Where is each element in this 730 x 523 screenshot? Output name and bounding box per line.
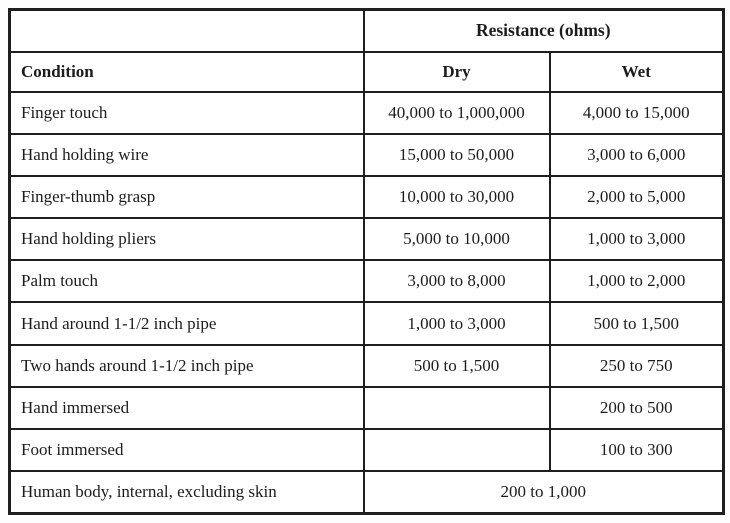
table-row-hand-holding-pliers [10,218,724,260]
table-row-hand-around-pipe [10,302,724,344]
wet-value-cell: 1,000 to 2,000 [550,260,724,302]
wet-value-cell: 4,000 to 15,000 [550,92,724,134]
table-row-two-hands-around-pipe [10,345,724,387]
condition-cell: Foot immersed [10,429,364,471]
dry-value-cell: 5,000 to 10,000 [364,218,550,260]
condition-cell: Hand around 1-1/2 inch pipe [10,302,364,344]
wet-value-cell: 3,000 to 6,000 [550,134,724,176]
dry-value-cell: 40,000 to 1,000,000 [364,92,550,134]
dry-value-cell: 10,000 to 30,000 [364,176,550,218]
wet-value-cell: 1,000 to 3,000 [550,218,724,260]
table-row-hand-immersed [10,387,724,429]
wet-value-cell: 100 to 300 [550,429,724,471]
dry-column-header: Dry [364,52,550,92]
dry-value-cell: 1,000 to 3,000 [364,302,550,344]
dry-value-cell: 3,000 to 8,000 [364,260,550,302]
condition-cell: Hand immersed [10,387,364,429]
dry-value-cell: 15,000 to 50,000 [364,134,550,176]
condition-column-header: Condition [10,52,364,92]
condition-cell: Human body, internal, excluding skin [10,471,364,513]
wet-column-header: Wet [550,52,724,92]
dry-value-cell-empty [364,387,550,429]
table-row-human-body-internal [10,471,724,513]
table-row-finger-touch [10,92,724,134]
table-row-hand-holding-wire [10,134,724,176]
dry-value-cell-empty [364,429,550,471]
empty-corner-cell [10,10,364,52]
condition-cell: Two hands around 1-1/2 inch pipe [10,345,364,387]
table-row-palm-touch [10,260,724,302]
dry-value-cell: 500 to 1,500 [364,345,550,387]
group-header-row [10,10,724,52]
condition-cell: Hand holding pliers [10,218,364,260]
column-header-row [10,52,724,92]
condition-cell: Finger touch [10,92,364,134]
resistance-group-header: Resistance (ohms) [364,10,724,52]
condition-cell: Finger-thumb grasp [10,176,364,218]
resistance-table [8,8,725,515]
wet-value-cell: 250 to 750 [550,345,724,387]
table-row-foot-immersed [10,429,724,471]
condition-cell: Hand holding wire [10,134,364,176]
wet-value-cell: 200 to 500 [550,387,724,429]
condition-cell: Palm touch [10,260,364,302]
merged-dry-wet-value-cell: 200 to 1,000 [364,471,724,513]
wet-value-cell: 2,000 to 5,000 [550,176,724,218]
table-row-finger-thumb-grasp [10,176,724,218]
wet-value-cell: 500 to 1,500 [550,302,724,344]
